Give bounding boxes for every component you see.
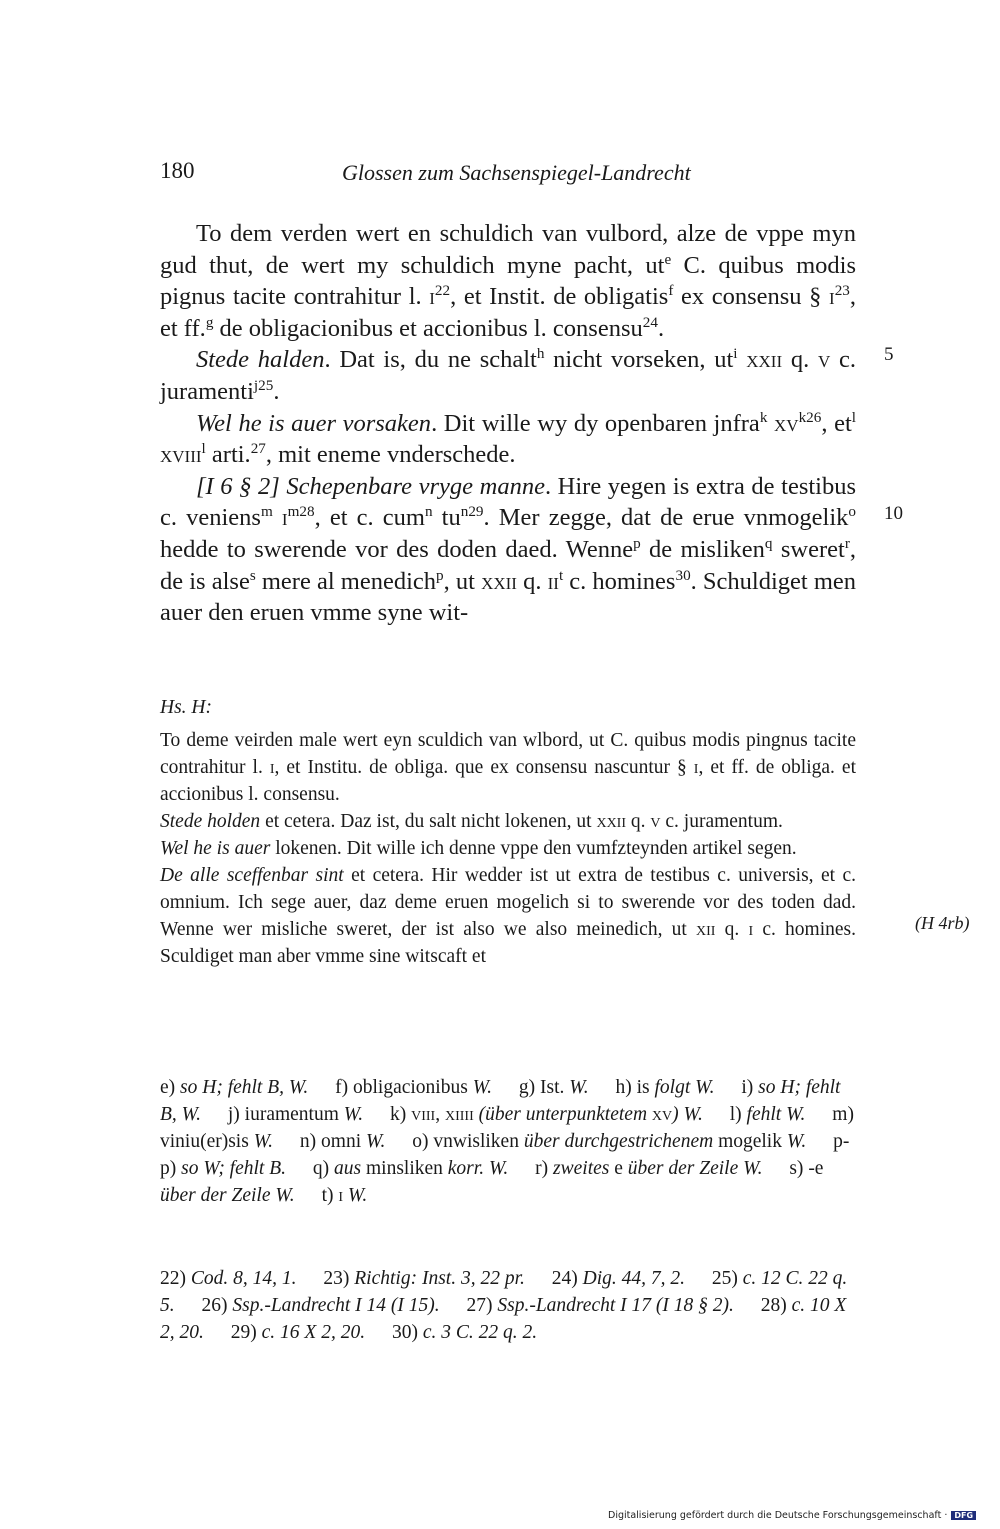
hs-text [160,727,856,970]
footnotes [160,1265,856,1346]
footnote-27: 27) Ssp.-Landrecht I 17 (I 18 § 2). [466,1295,734,1316]
margin-reference: (H 4rb) [915,913,970,933]
main-paragraph-2: Stede halden. Dat is, du ne schalt$^h$ nicht vorseken, $ut^i$ xxii q. v c. juramenti$^{j25}$. [160,345,856,405]
apparatus-note-g: g) Ist. W. [518,1077,589,1098]
hs-paragraph-3: Wel he is auer lokenen. Dit wille ich denne vppe den vumfzteynden artikel segen. [160,838,797,859]
apparatus-note-p: p-p) so W; fehlt B. [160,1131,850,1179]
footnote-24: 24) Dig. 44, 7, 2. [551,1268,686,1289]
footnote-30: 30) c. 3 C. 22 q. 2. [391,1322,538,1343]
apparatus-note-q: q) aus minsliken korr. W. [312,1158,509,1179]
footer-credit: Digitalisierung gefördert durch die Deutsche Forschungsgemeinschaft · [608,1510,948,1521]
footnote-29: 29) c. 16 X 2, 20. [230,1322,366,1343]
hs-label: Hs. H: [160,697,212,718]
critical-apparatus [160,1074,856,1209]
apparatus-note-j: j) iuramentum W. [227,1104,364,1125]
footnote-22: 22) Cod. 8, 14, 1. [160,1268,297,1289]
apparatus-note-m: m) viniu(er)sis W. [160,1104,854,1152]
dfg-logo: DFG [951,1511,976,1520]
page-number: 180 [160,158,195,183]
apparatus-note-k: k) viii, xiiii (über unterpunktetem xv) W. [390,1104,703,1125]
apparatus-note-t: t) i W. [321,1185,368,1206]
apparatus-note-s: s) -e über der Zeile W. [160,1158,824,1206]
running-title: Glossen zum Sachsenspiegel-Landrecht [342,160,691,185]
hs-paragraph-4: De alle sceffenbar sint et cetera. Hir wedder ist ut extra de testibus c. universis, et c. omnium. Ich sege auer, daz deme eruen mogelich si to swerende vor des toden dad. Wenne wer misliche sweret, der ist also we also meinedich, ut xii q. i c. homines. Sculdiget man aber vmme sine witscaft et [160,865,856,967]
hs-paragraph-2: Stede holden et cetera. Daz ist, du salt nicht lokenen, ut xxii q. v c. juramentum. [160,811,783,832]
main-paragraph-1: To dem verden wert en schuldich van vulbord, alze de vppe myn gud thut, de wert my schuldich myne pacht, $ut^e$ C. quibus modis pignus tacite contrahitur l. $i^{22}$, et Instit. de obligatis$^f$ ex consensu § $i^{23}$, et ff.$^g$ de obligacionibus et accionibus l. consensu$^{24}$. [160,220,856,342]
apparatus-note-r: r) zweites e über der Zeile W. [535,1158,763,1179]
footnote-25: 25) c. 12 C. 22 q. 5. [160,1268,848,1316]
line-number-10: 10 [884,503,903,524]
apparatus-note-l: l) fehlt W. [729,1104,806,1125]
apparatus-note-f: f) obligacionibus W. [335,1077,493,1098]
apparatus-note-n: n) omni W. [299,1131,386,1152]
footnote-28: 28) c. 10 X 2, 20. [160,1295,847,1343]
apparatus-note-i: i) so H; fehlt B, W. [160,1077,841,1125]
hs-paragraph-1: To deme veirden male wert eyn sculdich van wlbord, ut C. quibus modis pingnus tacite contrahitur l. i, et Institu. de obliga. que ex consensu nascuntur § i, et ff. de obliga. et accionibus l. consensu. [160,730,856,805]
apparatus-note-o: o) vnwisliken über durchgestrichenem mogelik W. [412,1131,807,1152]
footnote-23: 23) Richtig: Inst. 3, 22 pr. [323,1268,525,1289]
main-text [160,218,856,629]
line-number-5: 5 [884,344,894,365]
dfg-footer [608,1510,976,1521]
main-paragraph-4: [I 6 § 2] Schepenbare vryge manne. Hire yegen is extra de testibus c. veniens$^m$ $i^{m28}$, et c. cum$^n$ $tu^{n29}$. Mer zegge, dat de erue vnmogelik$^o$ hedde to swerende vor des doden daed. Wenne$^p$ de misliken$^q$ sweret$^r$, de is alse$^s$ mere al menedich$^p$, ut xxii q. $ii^t$ c. homines$^{30}$. Schuldiget men auer den eruen vmme syne wit- [160,472,857,627]
apparatus-note-e: e) so H; fehlt B, W. [160,1077,309,1098]
apparatus-note-h: h) is folgt W. [615,1077,715,1098]
main-paragraph-3: Wel he is auer vorsaken. Dit wille wy dy openbaren jnfra$^k$ $xv^{k26}$, $et^l$ xviii$^l$ arti.$^{27}$, mit eneme vnderschede. [160,408,856,469]
footnote-26: 26) Ssp.-Landrecht I 14 (I 15). [201,1295,440,1316]
